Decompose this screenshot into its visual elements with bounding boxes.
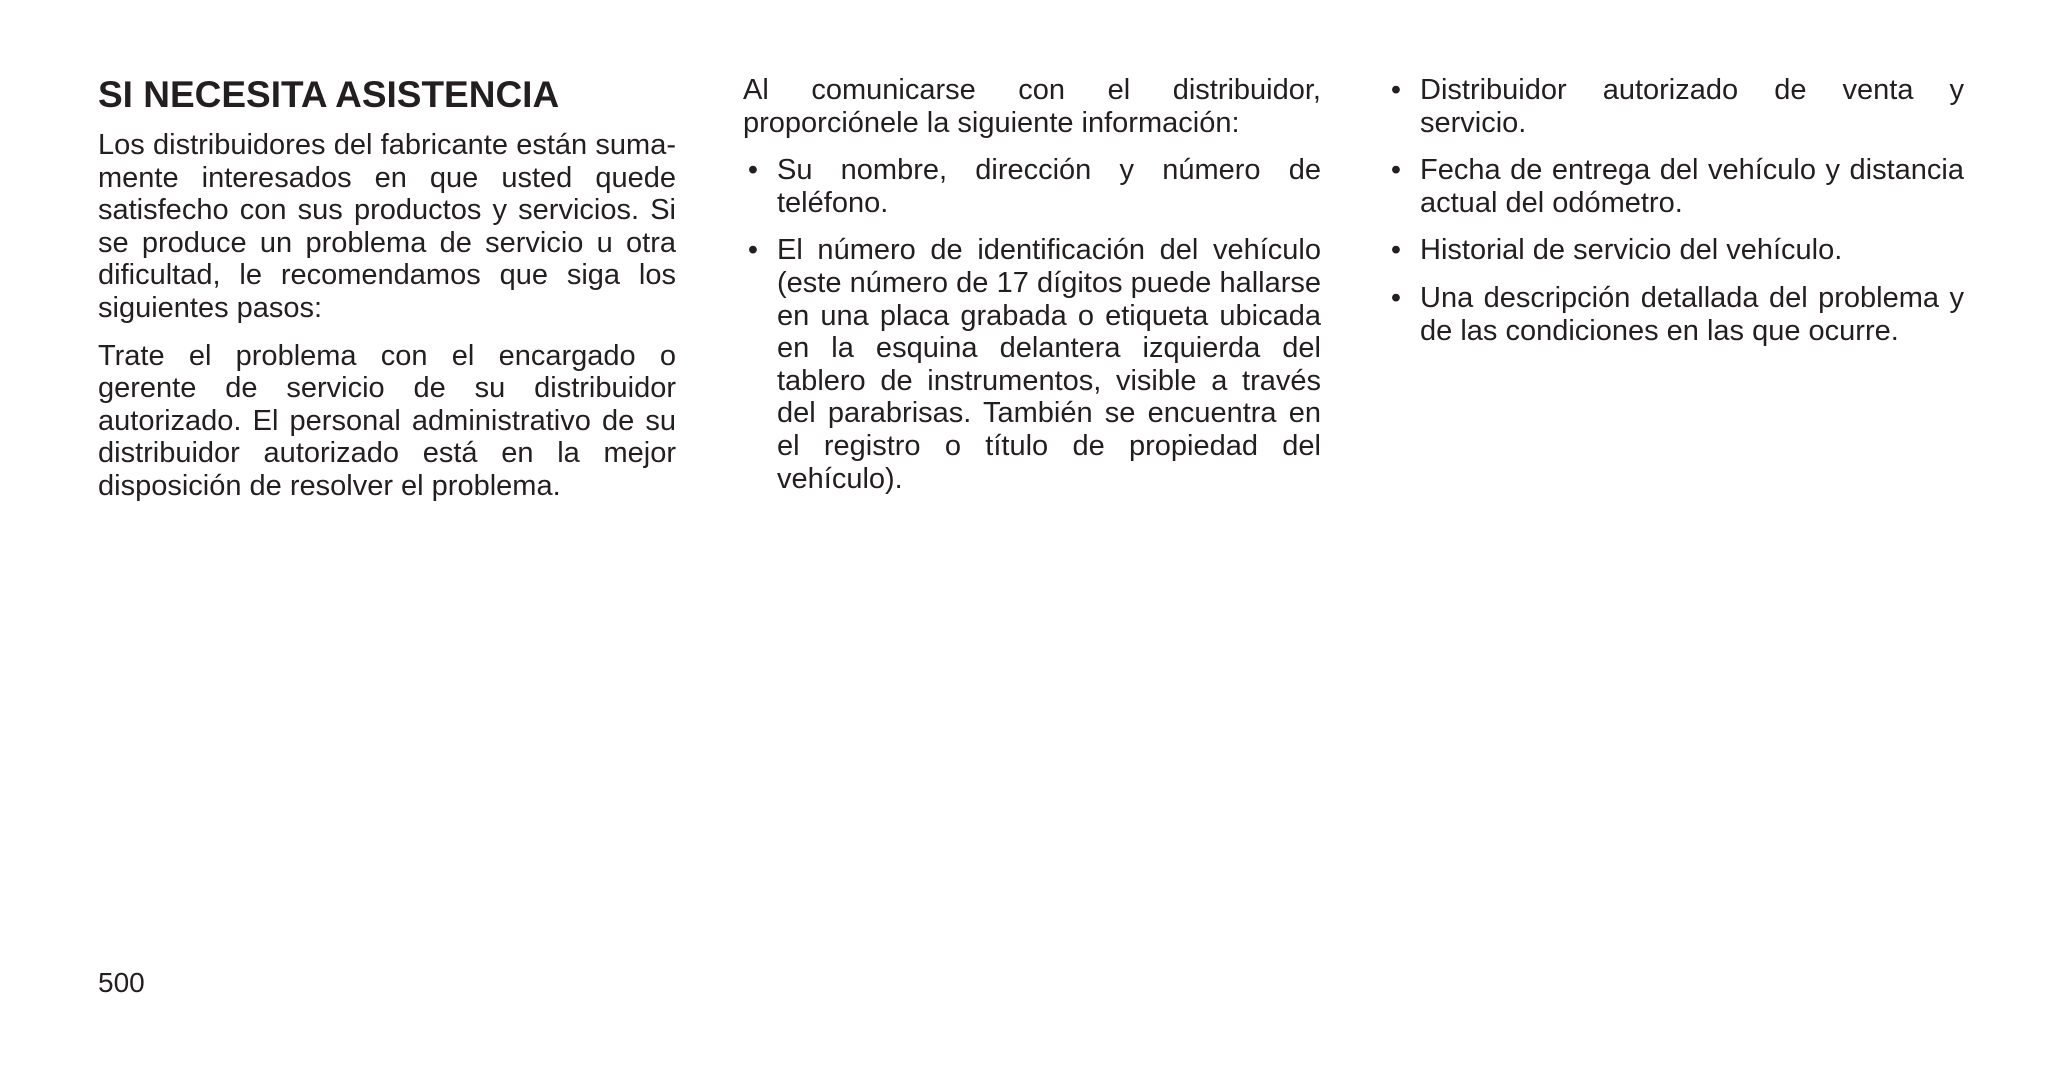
list-item-text: Su nombre, dirección y número de teléfono. bbox=[777, 154, 1321, 219]
intro-paragraph: Los distribuidores del fabricante están sumamente interesados en que usted quede satisfecho con sus productos y servicios. Si se produce un problema de servicio u otra dificultad, le recomendamos que siga los siguientes pasos: bbox=[98, 129, 676, 324]
bullet-icon: • bbox=[1390, 154, 1402, 187]
list-item bbox=[743, 234, 1321, 495]
page-number: 500 bbox=[98, 967, 145, 998]
column-2 bbox=[743, 74, 1321, 510]
list-item bbox=[1386, 282, 1964, 347]
list-item bbox=[1386, 234, 1964, 267]
info-list-continued bbox=[1386, 74, 1964, 347]
section-heading: SI NECESITA ASISTENCIA bbox=[98, 74, 560, 115]
list-item bbox=[743, 154, 1321, 219]
action-paragraph: Trate el problema con el encargado o gerente de servicio de su distribuidor autorizado. El personal administrativo de su distribuidor autorizado está en la mejor disposición de resolver el problema. bbox=[98, 339, 676, 502]
list-item-text: Fecha de entrega del vehículo y distancia actual del odómetro. bbox=[1420, 154, 1964, 219]
bullet-icon: • bbox=[1390, 234, 1402, 267]
column-3 bbox=[1386, 74, 1964, 362]
list-item-text: El número de identificación del vehículo (este número de 17 dígitos puede hallarse en una placa grabada o etiqueta ubicada en la esquina delantera izquierda del tablero de instrumentos, visible a través del parabrisas. También se encuentra en el registro o título de propiedad del vehículo). bbox=[777, 234, 1321, 495]
info-list bbox=[743, 154, 1321, 495]
bullet-icon: • bbox=[747, 234, 759, 267]
list-item-text: Historial de servicio del vehículo. bbox=[1420, 234, 1843, 267]
list-item bbox=[1386, 154, 1964, 219]
list-item-text: Distribuidor autorizado de venta y servicio. bbox=[1420, 74, 1964, 139]
list-item bbox=[1386, 74, 1964, 139]
bullet-icon: • bbox=[747, 154, 759, 187]
bullet-icon: • bbox=[1390, 74, 1402, 106]
column-1 bbox=[98, 74, 676, 518]
contact-intro-paragraph: Al comunicarse con el distribuidor, proporciónele la siguiente información: bbox=[743, 74, 1321, 139]
bullet-icon: • bbox=[1390, 281, 1402, 314]
list-item-text: Una descripción detallada del problema y de las condiciones en las que ocurre. bbox=[1420, 281, 1964, 347]
